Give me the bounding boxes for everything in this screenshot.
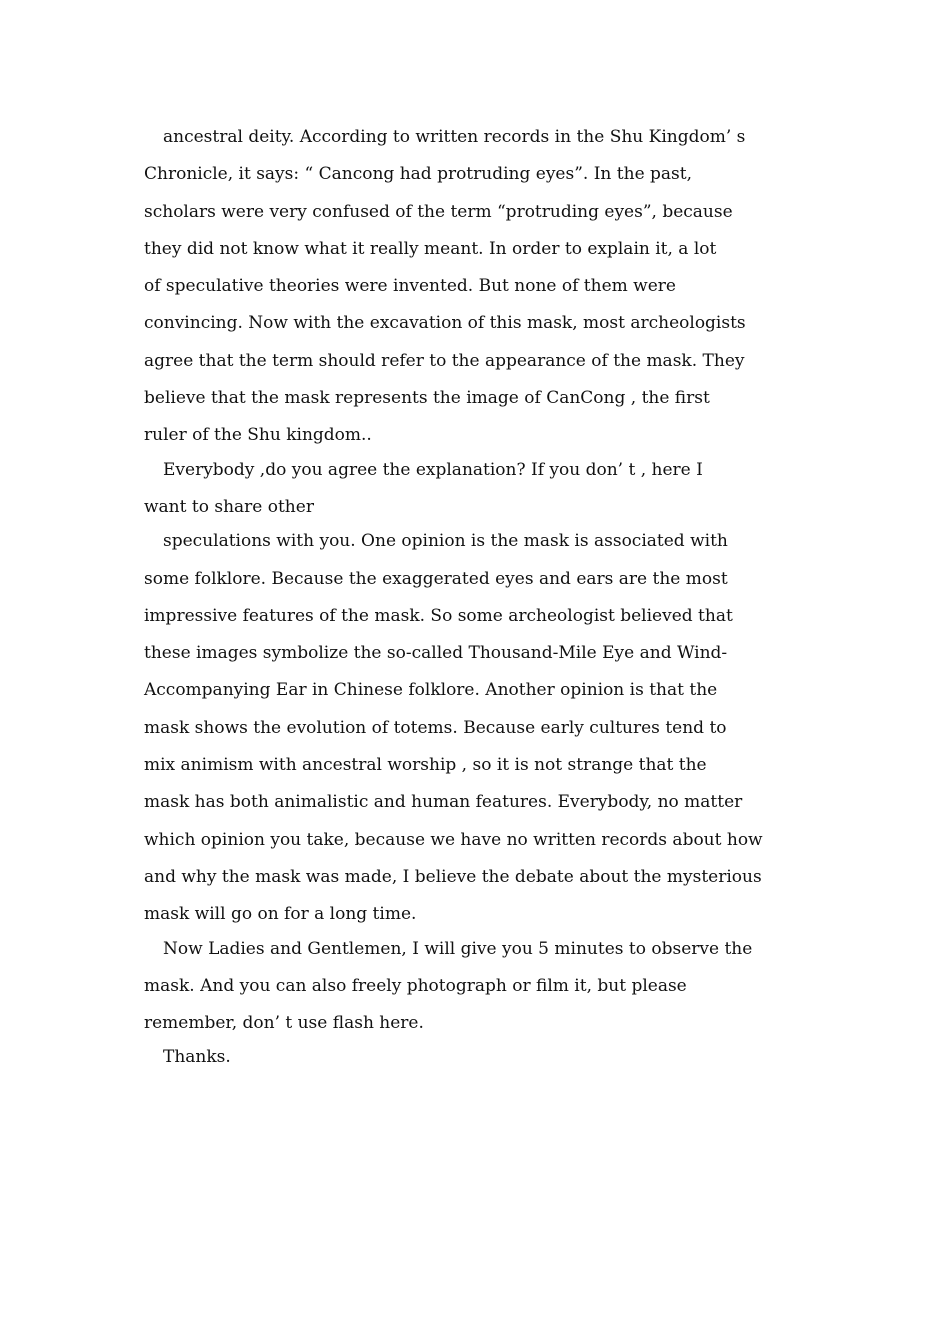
paragraph-ancestral-deity (144, 119, 814, 455)
paragraph-observe-mask (144, 931, 814, 1043)
text-line: of speculative theories were invented. But none of them were (144, 276, 676, 297)
paragraph-thanks (144, 1039, 814, 1076)
text-line: mix animism with ancestral worship , so it is not strange that the (144, 755, 707, 776)
text-line: remember, don’ t use flash here. (144, 1013, 424, 1034)
text-line: these images symbolize the so-called Thousand-Mile Eye and Wind- (144, 643, 728, 664)
text-line: mask. And you can also freely photograph or film it, but please (144, 975, 687, 996)
text-line: some folklore. Because the exaggerated eyes and ears are the most (144, 568, 728, 589)
text-line: mask has both animalistic and human features. Everybody, no matter (144, 792, 743, 813)
text-line: believe that the mask represents the image of CanCong , the first (144, 388, 710, 409)
text-line: which opinion you take, because we have no written records about how (144, 829, 763, 850)
text-line: want to share other (144, 496, 314, 517)
text-line: they did not know what it really meant. In order to explain it, a lot (144, 238, 717, 259)
text-line: Now Ladies and Gentlemen, I will give you 5 minutes to observe the (163, 938, 753, 959)
text-line: ancestral deity. According to written records in the Shu Kingdom’ s (163, 127, 746, 147)
text-line: and why the mask was made, I believe the debate about the mysterious (144, 866, 762, 887)
paragraph-agree-explanation (144, 452, 814, 527)
text-line: speculations with you. One opinion is the mask is associated with (163, 531, 728, 552)
text-line: Chronicle, it says: “ Cancong had protruding eyes”. In the past, (144, 164, 693, 185)
text-line: ruler of the Shu kingdom.. (144, 425, 372, 446)
text-line: Thanks. (163, 1047, 231, 1068)
document-body (144, 119, 814, 1077)
text-line: Accompanying Ear in Chinese folklore. Another opinion is that the (144, 680, 718, 701)
text-line: agree that the term should refer to the appearance of the mask. They (144, 350, 745, 371)
text-line: Everybody ,do you agree the explanation? If you don’ t , here I (163, 459, 703, 480)
text-line: mask shows the evolution of totems. Because early cultures tend to (144, 717, 727, 738)
text-line: scholars were very confused of the term “protruding eyes”, because (144, 201, 733, 222)
text-line: convincing. Now with the excavation of this mask, most archeologists (144, 313, 746, 334)
text-line: mask will go on for a long time. (144, 904, 417, 925)
paragraph-speculations (144, 523, 814, 933)
text-line: impressive features of the mask. So some archeologist believed that (144, 605, 733, 626)
